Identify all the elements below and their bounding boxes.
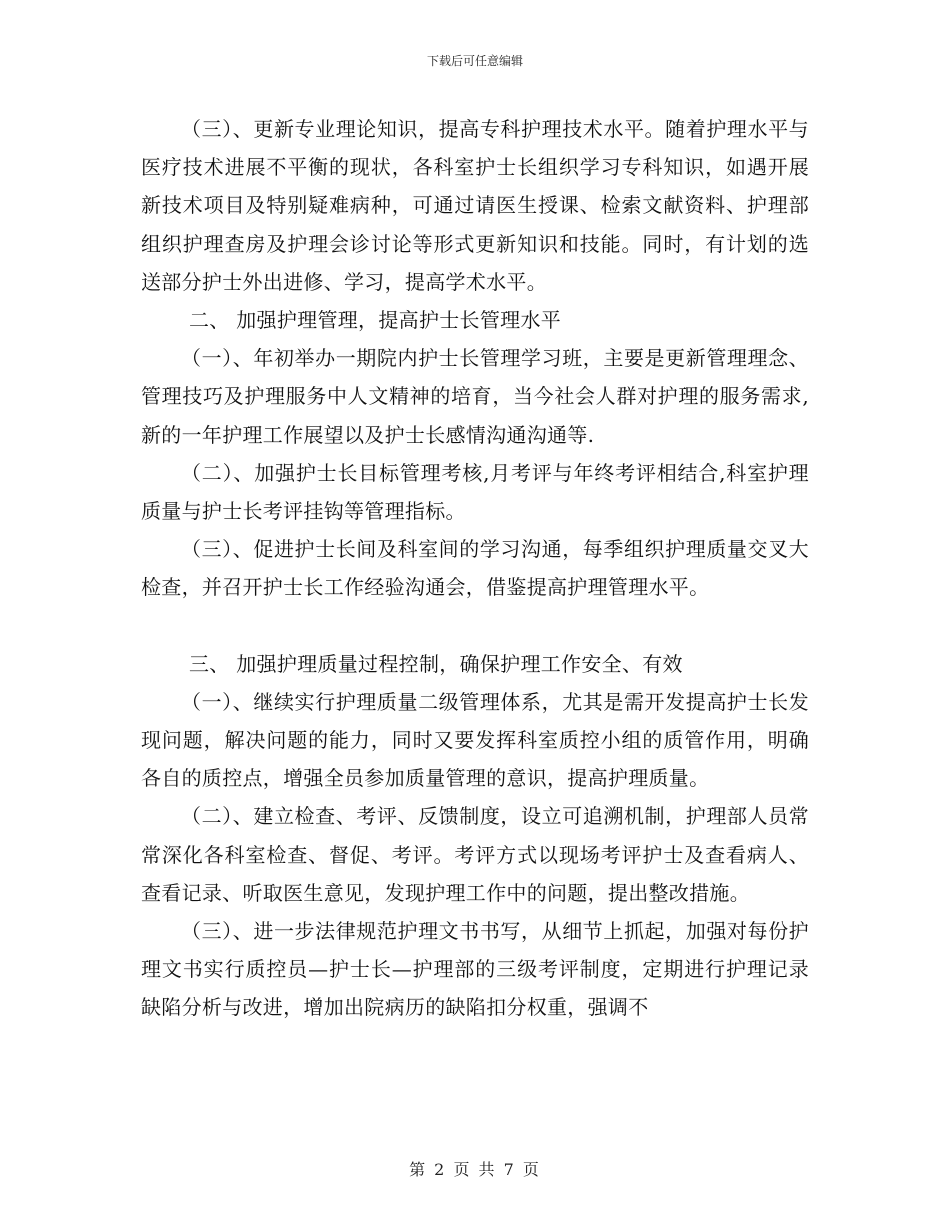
section-heading-3: 三、 加强护理质量过程控制，确保护理工作安全、有效	[189, 651, 683, 676]
page-header: 下载后可任意编辑	[426, 54, 523, 68]
document-body	[141, 110, 809, 1027]
section-heading-2: 二、 加强护理管理，提高护士长管理水平	[189, 308, 562, 333]
paragraph-2-3: （三）、促进护士长间及科室间的学习沟通，每季组织护理质量交叉大检查，并召开护士长工作经验沟通会，借鉴提高护理管理水平。	[141, 537, 809, 600]
paragraph-3-1: （三）、更新专业理论知识，提高专科护理技术水平。随着护理水平与医疗技术进展不平衡的现状，各科室护士长组织学习专科知识，如遇开展新技术项目及特别疑难病种，可通过请医生授课、检索文献资料、护理部组织护理查房及护理会诊讨论等形式更新知识和技能。同时，有计划的选送部分护士外出进修、学习，提高学术水平。	[141, 117, 809, 294]
page-number-footer: 第 2 页 共 7 页	[409, 1160, 541, 1179]
paragraph-spacer	[141, 607, 809, 645]
paragraph-3b: （二）、建立检查、考评、反馈制度，设立可追溯机制，护理部人员常常深化各科室检查、督促、考评。考评方式以现场考评护士及查看病人、查看记录、听取医生意见，发现护理工作中的问题，提出整改措施。	[141, 804, 809, 905]
paragraph-3c: （三）、进一步法律规范护理文书书写，从细节上抓起，加强对每份护理文书实行质控员—护士长—护理部的三级考评制度，定期进行护理记录缺陷分析与改进，增加出院病历的缺陷扣分权重，强调不	[141, 919, 809, 1020]
paragraph-3a: （一）、继续实行护理质量二级管理体系，尤其是需开发提高护士长发现问题，解决问题的能力，同时又要发挥科室质控小组的质管作用，明确各自的质控点，增强全员参加质量管理的意识，提高护理质量。	[141, 689, 809, 791]
paragraph-2-2: （二）、加强护士长目标管理考核,月考评与年终考评相结合,科室护理质量与护士长考评挂钩等管理指标。	[141, 460, 809, 524]
paragraph-2-1: （一）、年初举办一期院内护士长管理学习班，主要是更新管理理念、管理技巧及护理服务中人文精神的培育，当今社会人群对护理的服务需求,新的一年护理工作展望以及护士长感情沟通沟通等.	[141, 346, 809, 447]
